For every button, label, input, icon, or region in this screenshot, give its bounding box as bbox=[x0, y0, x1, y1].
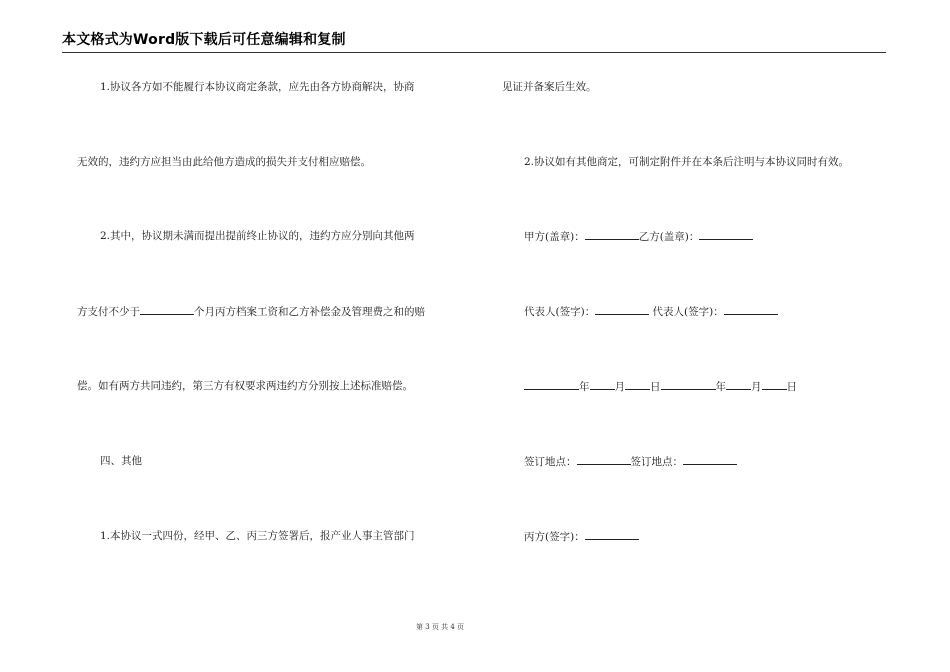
right-line-1: 见证并备案后生效。 bbox=[502, 81, 597, 93]
left-line-7: 1.本协议一式四份，经甲、乙、丙三方签署后，报产业人事主管部门 bbox=[100, 530, 415, 542]
rep-a-blank[interactable] bbox=[595, 304, 649, 315]
date-2-year-blank[interactable] bbox=[661, 379, 716, 390]
page-number: 第 3 页 共 4 页 bbox=[415, 623, 465, 631]
party-a-blank[interactable] bbox=[585, 229, 639, 240]
party-a-label: 甲方(盖章)： bbox=[524, 231, 585, 243]
date-2-month-blank[interactable] bbox=[726, 379, 751, 390]
signing-place-line bbox=[524, 454, 737, 469]
party-c-blank[interactable] bbox=[585, 529, 639, 540]
header-title: 本文格式为Word版下载后可任意编辑和复制 bbox=[62, 32, 346, 48]
right-line-2: 2.协议如有其他商定，可制定附件并在本条后注明与本协议同时有效。 bbox=[524, 156, 850, 168]
place-a-blank[interactable] bbox=[577, 454, 631, 465]
month-count-blank[interactable] bbox=[140, 304, 194, 315]
date-1-day-blank[interactable] bbox=[625, 379, 650, 390]
date-1-month-label: 月 bbox=[614, 381, 625, 393]
date-2-month-label: 月 bbox=[751, 381, 762, 393]
party-c-label: 丙方(签字)： bbox=[524, 531, 585, 543]
party-ab-seal-line bbox=[524, 229, 753, 244]
place-b-label: 签订地点： bbox=[630, 456, 683, 468]
place-a-label: 签订地点： bbox=[524, 456, 577, 468]
place-b-blank[interactable] bbox=[683, 454, 737, 465]
rep-a-label: 代表人(签字)： bbox=[524, 306, 596, 318]
left-line-4-after: 个月丙方档案工资和乙方补偿金及管理费之和的赔 bbox=[194, 306, 425, 318]
rep-b-label: 代表人(签字)： bbox=[652, 306, 724, 318]
left-line-1: 1.协议各方如不能履行本协议商定条款，应先由各方协商解决，协商 bbox=[100, 81, 415, 93]
dates-line bbox=[524, 379, 797, 394]
left-line-5: 偿。如有两方共同违约，第三方有权要求两违约方分别按上述标准赔偿。 bbox=[77, 380, 413, 392]
section-heading-other: 四、其他 bbox=[100, 455, 142, 467]
date-1-year-blank[interactable] bbox=[524, 379, 579, 390]
party-b-label: 乙方(盖章)： bbox=[638, 231, 700, 243]
date-2-year-label: 年 bbox=[715, 381, 726, 393]
left-line-3: 2.其中，协议期未满而提出提前终止协议的，违约方应分别向其他两 bbox=[100, 230, 415, 242]
date-1-day-label: 日 bbox=[650, 381, 661, 393]
left-line-2: 无效的，违约方应担当由此给他方造成的损失并支付相应赔偿。 bbox=[77, 156, 371, 168]
page-header bbox=[62, 30, 886, 53]
date-2-day-label: 日 bbox=[786, 381, 797, 393]
representatives-line bbox=[524, 304, 778, 319]
date-1-month-blank[interactable] bbox=[590, 379, 615, 390]
date-1-year-label: 年 bbox=[579, 381, 590, 393]
left-line-4 bbox=[77, 304, 425, 319]
left-line-4-before: 方支付不少于 bbox=[77, 306, 140, 318]
date-2-day-blank[interactable] bbox=[762, 379, 787, 390]
party-c-line bbox=[524, 529, 639, 544]
rep-b-blank[interactable] bbox=[724, 304, 778, 315]
party-b-blank[interactable] bbox=[699, 229, 753, 240]
